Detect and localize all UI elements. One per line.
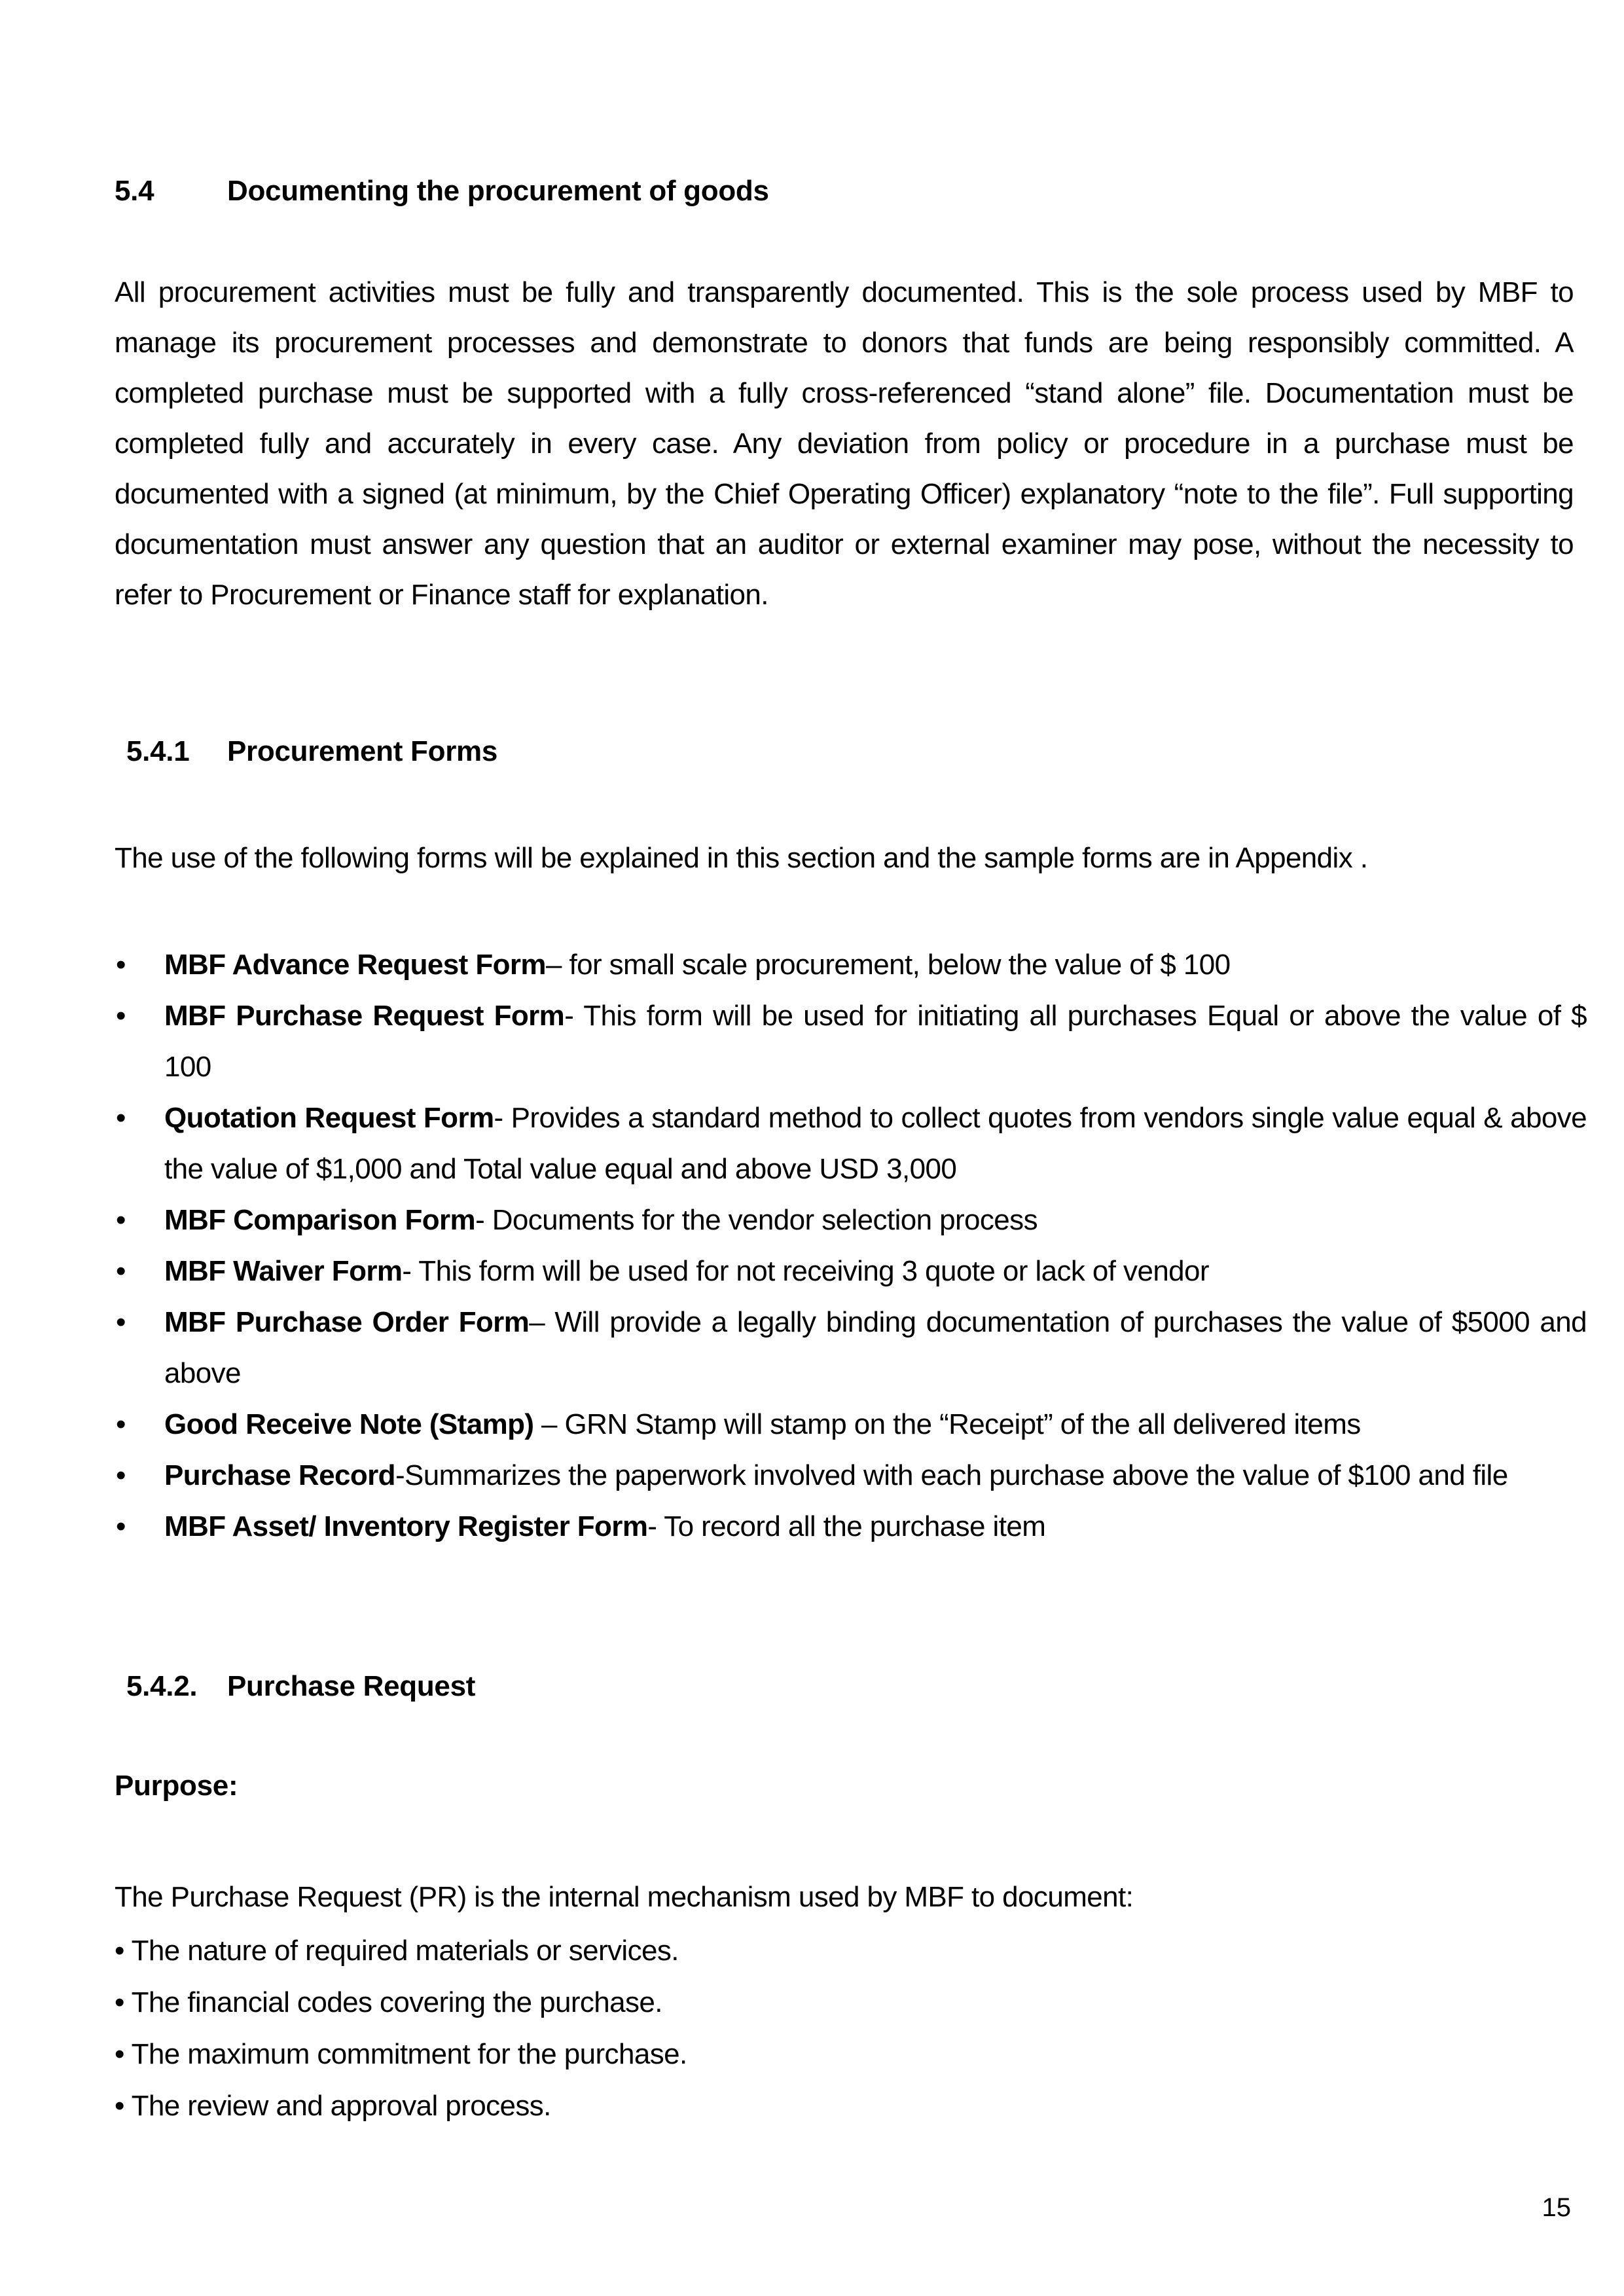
form-name: MBF Purchase Order Form <box>164 1306 530 1338</box>
purpose-label: Purpose: <box>115 1770 238 1802</box>
section-title: Purchase Request <box>227 1670 476 1702</box>
form-name: MBF Waiver Form <box>164 1255 403 1287</box>
section-heading-5-4 <box>115 173 1555 210</box>
list-item <box>115 991 1587 1093</box>
list-item <box>115 1093 1587 1195</box>
section-number: 5.4.2. <box>126 1670 198 1702</box>
bullet-icon: • <box>116 949 126 981</box>
form-description: - This form will be used for not receiving 3 quote or lack of vendor <box>402 1255 1209 1287</box>
section-5-4-1-intro: The use of the following forms will be explained in this section and the sample forms are in Appendix . <box>115 842 1368 874</box>
form-description: -Summarizes the paperwork involved with each purchase above the value of $100 and file <box>395 1459 1508 1491</box>
list-item <box>115 1399 1587 1450</box>
form-description: – for small scale procurement, below the value of $ 100 <box>545 949 1231 981</box>
form-description: - Provides a standard method to collect quotes from vendors single value equal & above the value of $1,000 and Total value equal and above USD 3,000 <box>164 1102 1587 1185</box>
form-name: Purchase Record <box>164 1459 395 1491</box>
section-5-4-paragraph: All procurement activities must be fully and transparently documented. This is the sole process used by MBF to manage its procurement processes and demonstrate to donors that funds are being responsibly committed. A completed purchase must be supported with a fully cross-referenced “stand alone” file. Documentation must be completed fully and accurately in every case. Any deviation from policy or procedure in a purchase must be documented with a signed (at minimum, by the Chief Operating Officer) explanatory “note to the file”. Full supporting documentation must answer any question that an auditor or external examiner may pose, without the necessity to refer to Procurement or Finance staff for explanation. <box>115 276 1574 611</box>
section-number: 5.4 <box>115 175 154 207</box>
bullet-icon: • <box>116 1102 126 1134</box>
procurement-forms-list <box>115 939 1587 1552</box>
section-number: 5.4.1 <box>126 735 190 767</box>
bullet-icon: • <box>116 1408 126 1440</box>
section-heading-5-4-2 <box>126 1668 1566 1705</box>
list-item <box>115 1195 1587 1246</box>
form-name: MBF Comparison Form <box>164 1204 476 1236</box>
list-item <box>115 1297 1587 1399</box>
form-name: Good Receive Note (Stamp) <box>164 1408 534 1440</box>
form-description: - To record all the purchase item <box>647 1510 1046 1542</box>
section-5-4-2-intro: The Purchase Request (PR) is the internal mechanism used by MBF to document: <box>115 1881 1134 1913</box>
list-item <box>115 1246 1587 1297</box>
bullet-icon: • <box>116 1306 126 1338</box>
bullet-icon: • <box>116 1510 126 1542</box>
list-item: • The review and approval process. <box>115 2090 551 2122</box>
purchase-request-items-list <box>115 1925 1574 2132</box>
list-item <box>115 1450 1587 1501</box>
form-description: – Will provide a legally binding documentation of purchases the value of $5000 and above <box>164 1306 1587 1389</box>
form-name: MBF Advance Request Form <box>164 949 546 981</box>
list-item <box>115 1501 1587 1552</box>
section-title: Procurement Forms <box>227 735 498 767</box>
form-name: MBF Asset/ Inventory Register Form <box>164 1510 648 1542</box>
list-item: • The nature of required materials or services. <box>115 1935 679 1967</box>
form-description: - This form will be used for initiating all purchases Equal or above the value of $ 100 <box>164 1000 1587 1083</box>
bullet-icon: • <box>116 1255 126 1287</box>
list-item: • The maximum commitment for the purchase. <box>115 2038 687 2070</box>
list-item: • The financial codes covering the purchase. <box>115 1986 662 2018</box>
bullet-icon: • <box>116 1204 126 1236</box>
form-description: – GRN Stamp will stamp on the “Receipt” of the all delivered items <box>533 1408 1361 1440</box>
bullet-icon: • <box>116 1459 126 1491</box>
form-name: Quotation Request Form <box>164 1102 494 1134</box>
form-description: - Documents for the vendor selection process <box>475 1204 1038 1236</box>
section-title: Documenting the procurement of goods <box>227 175 769 207</box>
page-number: 15 <box>1542 2193 1571 2222</box>
section-heading-5-4-1 <box>126 733 1566 770</box>
form-name: MBF Purchase Request Form <box>164 1000 565 1032</box>
list-item <box>115 939 1587 991</box>
bullet-icon: • <box>116 1000 126 1032</box>
